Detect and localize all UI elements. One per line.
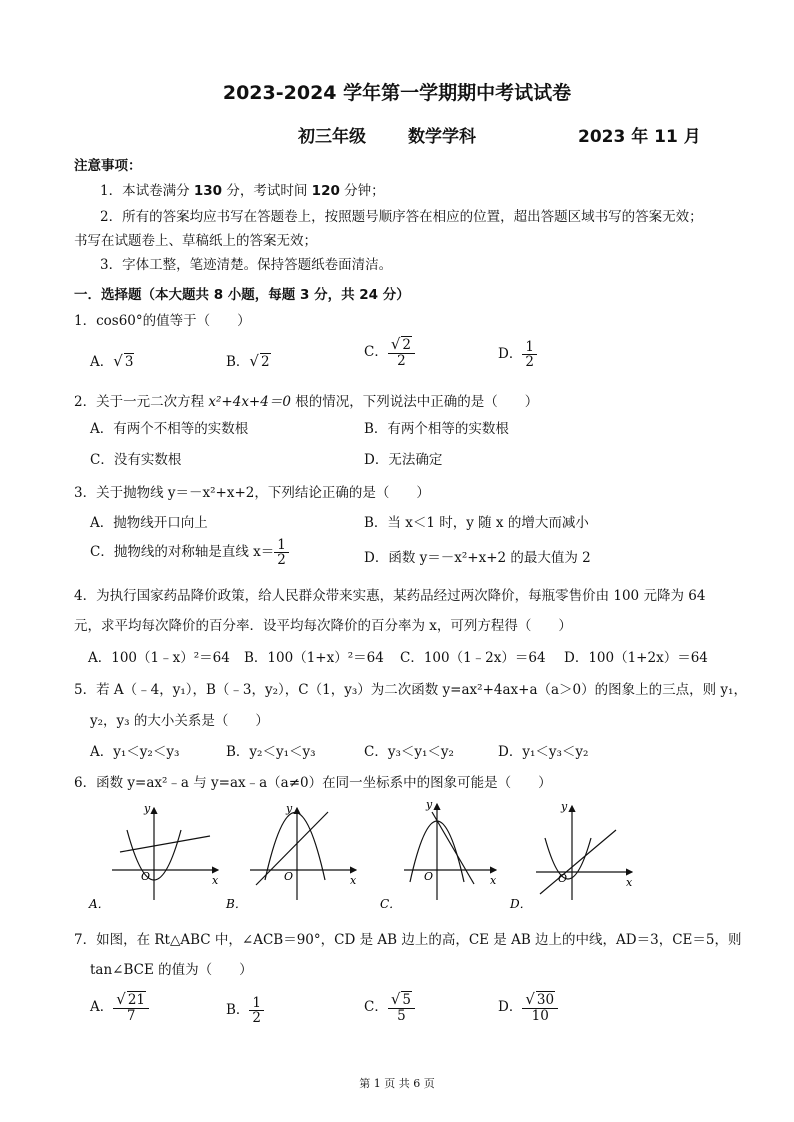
q3-option-b: B．当 x＜1 时，y 随 x 的增大而减小 — [364, 515, 589, 531]
exam-date: 2023 年 11 月 — [578, 127, 701, 147]
q7-option-a-denominator: 7 — [126, 1007, 136, 1024]
notice-item-1-b: 分，考试时间 — [222, 183, 312, 199]
q7-line-2: tan∠BCE 的值为（ ） — [90, 962, 253, 978]
q6-b-origin: O — [284, 870, 294, 883]
q5-option-d: D．y₁＜y₃＜y₂ — [498, 744, 589, 760]
q1-option-d-denominator: 2 — [525, 354, 534, 371]
q2-stem-a: 2．关于一元二次方程 — [74, 394, 209, 410]
notice-item-2-line-1: 2．所有的答案均应书写在答题卷上，按照题号顺序答在相应的位置，超出答题区域书写的答案无效； — [100, 209, 703, 225]
notice-score: 130 — [193, 183, 223, 199]
sqrt-icon: √ — [525, 990, 535, 1008]
q6-a-origin: O — [141, 870, 151, 883]
q6-c-y-label: y — [426, 798, 433, 811]
sqrt-icon: √ — [390, 990, 401, 1008]
notice-heading: 注意事项： — [74, 158, 142, 174]
subject-label: 数学学科 — [408, 127, 476, 147]
q1-option-c-denominator: 2 — [397, 352, 406, 369]
q7-option-c-fraction — [388, 992, 415, 1023]
q6-graph-b — [250, 808, 356, 900]
q6-b-x-label: x — [350, 874, 357, 887]
q7-option-b-denominator: 2 — [252, 1010, 262, 1027]
q1-option-a-value: 3 — [124, 354, 134, 370]
q6-b-y-label: y — [286, 802, 293, 815]
sqrt-icon: √ — [390, 335, 401, 353]
q7-option-b-numerator: 1 — [249, 996, 264, 1011]
section-1-heading: 一．选择题（本大题共 8 小题，每题 3 分，共 24 分） — [74, 287, 410, 303]
q1-option-d-label: D． — [498, 346, 523, 363]
q7-line-1: 7．如图，在 Rt△ABC 中，∠ACB＝90°，CD 是 AB 边上的高，CE 是 AB 边上的中线，AD＝3，CE＝5，则 — [74, 932, 742, 948]
notice-item-2-line-2: 书写在试题卷上、草稿纸上的答案无效； — [74, 233, 317, 249]
sqrt-icon: √ — [116, 990, 126, 1008]
q1-option-b — [226, 350, 271, 370]
notice-item-3: 3．字体工整，笔迹清楚。保持答题纸卷面清洁。 — [100, 257, 393, 273]
q3-option-c-text: C．抛物线的对称轴是直线 x＝ — [90, 544, 275, 561]
q2-stem — [74, 390, 538, 410]
q3-option-c-numerator: 1 — [274, 538, 289, 553]
q6-stem: 6．函数 y=ax²﹣a 与 y=ax﹣a（a≠0）在同一坐标系中的图象可能是（ ） — [74, 775, 552, 791]
q7-option-a-label: A． — [90, 998, 114, 1015]
q4-line-1: 4．为执行国家药品降价政策，给人民群众带来实惠，某药品经过两次降价，每瓶零售价由 100 元降为 64 — [74, 588, 706, 604]
q6-option-c: C． — [380, 897, 402, 911]
q7-option-d-label: D． — [498, 998, 523, 1015]
q7-option-c-numerator: 5 — [402, 992, 411, 1008]
q3-option-c — [90, 538, 289, 567]
q6-d-x-label: x — [626, 876, 633, 889]
q3-stem: 3．关于抛物线 y＝－x²+x+2，下列结论正确的是（ ） — [74, 485, 430, 501]
q6-a-y-label: y — [144, 802, 151, 815]
q5-line-2: y₂，y₃ 的大小关系是（ ） — [90, 713, 269, 729]
q4-option-d: D．100（1+2x）＝64 — [564, 650, 708, 666]
notice-item-1-c: 分钟； — [339, 183, 385, 199]
grade-label: 初三年级 — [298, 127, 366, 147]
q2-option-c: C．没有实数根 — [90, 452, 182, 468]
q3-option-a: A．抛物线开口向上 — [90, 515, 208, 531]
q1-option-c-fraction — [388, 337, 415, 368]
q1-option-d-numerator: 1 — [522, 340, 537, 355]
sqrt-icon: √ — [249, 352, 259, 370]
q1-option-a-label: A． — [90, 354, 114, 370]
q2-option-a: A．有两个不相等的实数根 — [90, 421, 249, 437]
q7-option-a-fraction — [113, 992, 149, 1023]
q7-option-c-denominator: 5 — [397, 1007, 406, 1024]
q5-line-1: 5．若 A（﹣4，y₁），B（﹣3，y₂），C（1，y₃）为二次函数 y=ax²+4ax+a（a＞0）的图象上的三点，则 y₁， — [74, 682, 747, 698]
q6-d-origin: O — [558, 872, 568, 885]
q4-option-a: A．100（1﹣x）²＝64 — [88, 650, 230, 666]
notice-time: 120 — [311, 183, 340, 199]
q7-option-c — [364, 992, 415, 1023]
q1-option-c — [364, 337, 415, 368]
q6-graphs — [0, 790, 794, 915]
q7-option-d — [498, 992, 558, 1023]
notice-item-1-a: 1．本试卷满分 — [100, 183, 194, 199]
q6-d-y-label: y — [561, 800, 568, 813]
sqrt-icon: √ — [113, 352, 123, 370]
q1-option-c-label: C． — [364, 343, 388, 360]
q6-option-b: B． — [226, 897, 247, 911]
q7-option-d-denominator: 10 — [531, 1007, 549, 1024]
q2-option-b: B．有两个相等的实数根 — [364, 421, 509, 437]
q1-option-d — [498, 340, 537, 369]
q1-stem: 1．cos60°的值等于（ ） — [74, 313, 251, 329]
notice-item-1 — [100, 179, 385, 199]
q7-option-b — [226, 996, 264, 1025]
page-footer: 第 1 页 共 6 页 — [359, 1077, 435, 1090]
q4-line-2: 元，求平均每次降价的百分率．设平均每次降价的百分率为 x，可列方程得（ ） — [74, 618, 572, 634]
q6-option-d: D． — [510, 897, 532, 911]
q5-option-c: C．y₃＜y₁＜y₂ — [364, 744, 454, 760]
q6-option-a: A． — [89, 897, 110, 911]
q7-option-d-fraction — [522, 992, 558, 1023]
q6-graph-a — [112, 808, 218, 900]
q7-option-d-numerator: 30 — [536, 992, 555, 1008]
q4-option-c: C．100（1﹣2x）＝64 — [400, 650, 546, 666]
q6-a-x-label: x — [212, 874, 219, 887]
q6-graph-c — [404, 804, 496, 900]
q6-graph-d — [536, 806, 632, 900]
exam-title: 2023-2024 学年第一学期期中考试试卷 — [222, 82, 572, 104]
q1-option-a — [90, 350, 134, 370]
q1-option-d-fraction — [522, 340, 537, 369]
q2-option-d: D．无法确定 — [364, 452, 443, 468]
q5-option-b: B．y₂＜y₁＜y₃ — [226, 744, 316, 760]
q3-option-d: D．函数 y＝－x²+x+2 的最大值为 2 — [364, 550, 591, 566]
q2-equation: x²+4x+4＝0 — [208, 394, 291, 410]
q1-option-b-value: 2 — [260, 354, 270, 370]
q7-option-b-label: B． — [226, 1002, 250, 1019]
q5-option-a: A．y₁＜y₂＜y₃ — [90, 744, 180, 760]
q6-c-x-label: x — [490, 874, 497, 887]
q7-option-b-fraction — [249, 996, 264, 1025]
q7-option-a-numerator: 21 — [127, 992, 145, 1008]
q1-option-b-label: B． — [226, 354, 250, 370]
q7-option-c-label: C． — [364, 998, 388, 1015]
q3-option-c-denominator: 2 — [277, 552, 286, 569]
q1-option-c-numerator: 2 — [402, 337, 411, 353]
q7-option-a — [90, 992, 149, 1023]
q4-option-b: B．100（1+x）²＝64 — [244, 650, 384, 666]
q3-option-c-fraction — [274, 538, 289, 567]
q2-stem-b: 根的情况，下列说法中正确的是（ ） — [290, 394, 539, 410]
q6-c-origin: O — [424, 870, 434, 883]
